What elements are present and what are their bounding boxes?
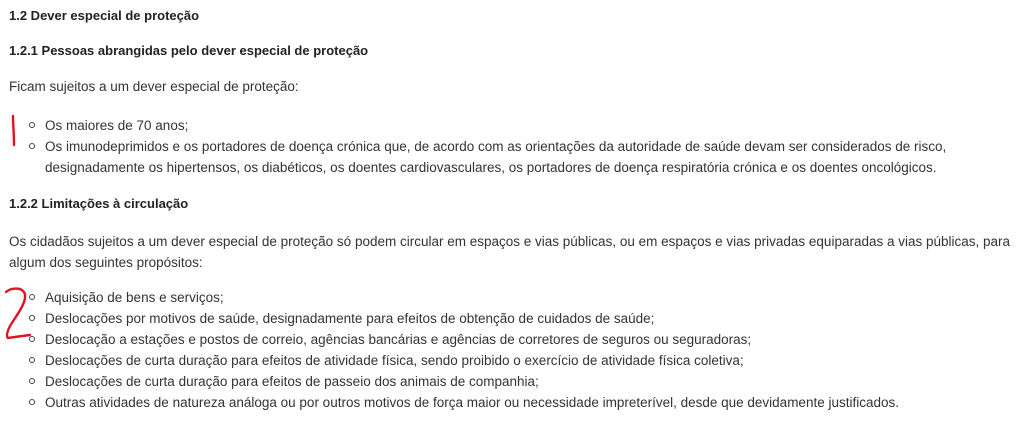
list-item-text: Deslocações de curta duração para efeitos de atividade física, sendo proibido o exercício de atividade física coletiva; bbox=[45, 353, 744, 368]
list-item-text: Deslocações de curta duração para efeitos de passeio dos animais de companhia; bbox=[45, 374, 539, 389]
bullet-icon bbox=[29, 399, 35, 405]
list-item-text: Os maiores de 70 anos; bbox=[45, 118, 189, 133]
list-item bbox=[29, 350, 899, 371]
bullet-icon bbox=[29, 294, 35, 300]
protected-persons-list bbox=[29, 115, 1005, 178]
bullet-icon bbox=[29, 315, 35, 321]
list-item-text: Aquisição de bens e serviços; bbox=[45, 290, 224, 305]
list-item bbox=[29, 392, 899, 413]
bullet-icon bbox=[29, 378, 35, 384]
list-item-text: Outras atividades de natureza análoga ou por outros motivos de força maior ou necessidade impreterível, desde que devidamente justificados. bbox=[45, 395, 899, 410]
subsection-title-1: 1.2.1 Pessoas abrangidas pelo dever especial de proteção bbox=[9, 43, 369, 58]
bullet-icon bbox=[29, 122, 35, 128]
bullet-icon bbox=[29, 357, 35, 363]
list-item bbox=[29, 115, 1005, 136]
allowed-purposes-list bbox=[29, 287, 899, 413]
list-item-text: Os imunodeprimidos e os portadores de doença crónica que, de acordo com as orientações da autoridade de saúde devam ser considerados de risco, designadamente os hipertensos, os diabéticos, os doentes cardiovasculares, os portadores de doença respiratória crónica e os doentes oncológicos. bbox=[45, 139, 947, 175]
subsection-1-intro: Ficam sujeitos a um dever especial de proteção: bbox=[9, 79, 299, 94]
list-item bbox=[29, 136, 1005, 178]
subsection-2-intro: Os cidadãos sujeitos a um dever especial de proteção só podem circular em espaços e vias públicas, ou em espaços e vias privadas equiparadas a vias públicas, para algum dos seguintes propósitos: bbox=[9, 234, 1011, 270]
list-item bbox=[29, 287, 899, 308]
list-item bbox=[29, 329, 899, 350]
list-item-text: Deslocações por motivos de saúde, designadamente para efeitos de obtenção de cuidados de saúde; bbox=[45, 311, 655, 326]
bullet-icon bbox=[29, 336, 35, 342]
list-item-text: Deslocação a estações e postos de correio, agências bancárias e agências de corretores de seguros ou seguradoras; bbox=[45, 332, 752, 347]
subsection-title-2: 1.2.2 Limitações à circulação bbox=[9, 196, 189, 211]
list-item bbox=[29, 371, 899, 392]
bullet-icon bbox=[29, 143, 35, 149]
section-title: 1.2 Dever especial de proteção bbox=[9, 8, 200, 23]
handwritten-number-one-annotation bbox=[4, 112, 20, 148]
list-item bbox=[29, 308, 899, 329]
